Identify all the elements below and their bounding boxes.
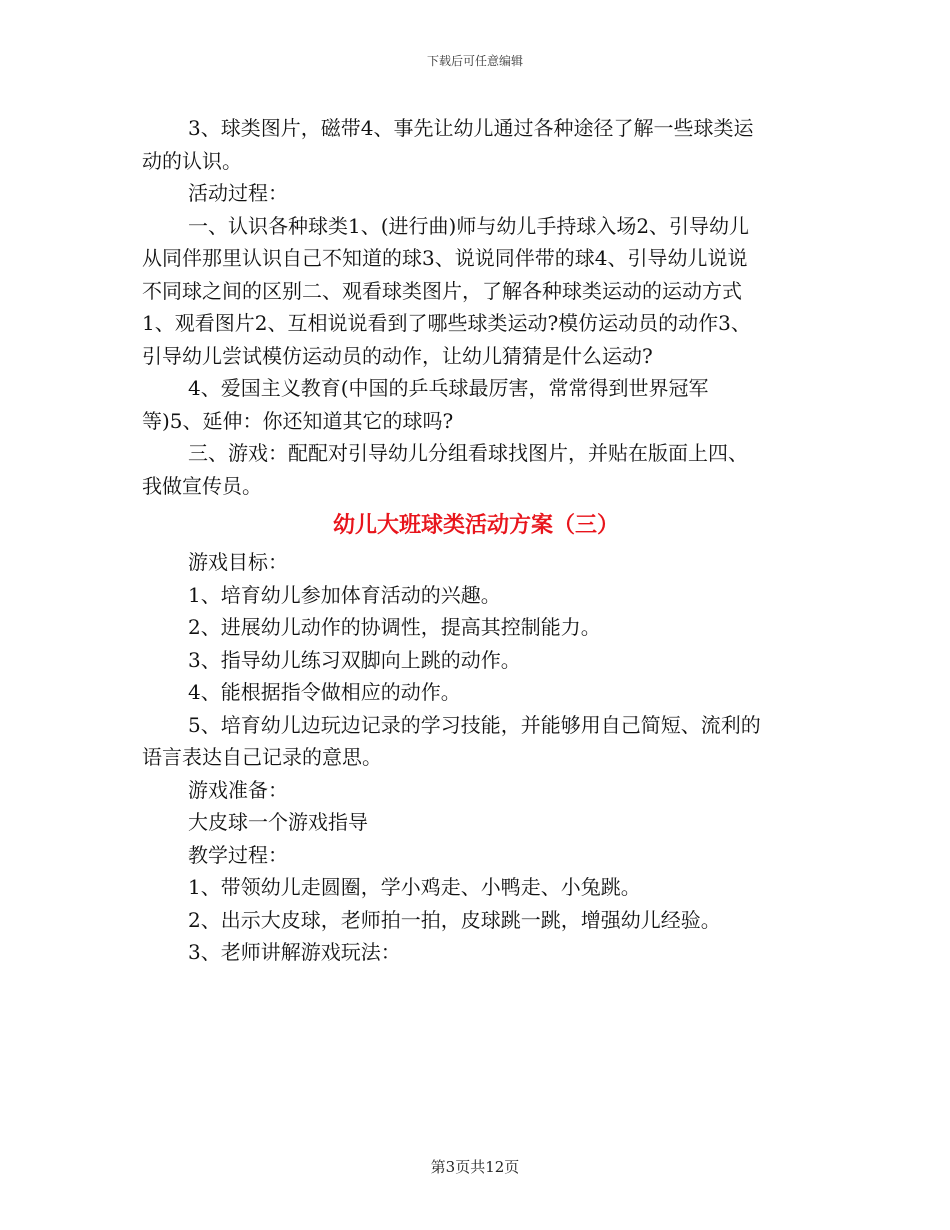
- paragraph-line: 4、爱国主义教育(中国的乒乓球最厉害，常常得到世界冠军: [188, 376, 709, 400]
- page-header: 下载后可任意编辑: [426, 54, 523, 68]
- document-body: [142, 112, 810, 969]
- top-paragraphs: [142, 112, 810, 502]
- paragraph-line: 4、能根据指令做相应的动作。: [188, 680, 461, 704]
- paragraph-line: 游戏目标：: [188, 550, 288, 574]
- paragraph-line: 活动过程：: [188, 181, 288, 205]
- paragraph-line: 教学过程：: [188, 842, 288, 867]
- paragraph-line: 1、带领幼儿走圆圈，学小鸡走、小鸭走、小兔跳。: [188, 875, 641, 899]
- paragraph-line: 2、出示大皮球，老师拍一拍，皮球跳一跳，增强幼儿经验。: [188, 907, 721, 932]
- paragraph-line: 等)5、延伸：你还知道其它的球吗?: [142, 408, 454, 433]
- paragraph-line: 从同伴那里认识自己不知道的球3、说说同伴带的球4、引导幼儿说说: [142, 246, 748, 270]
- paragraph-line: 语言表达自己记录的意思。: [142, 745, 382, 769]
- page-footer: 第3页共12页: [430, 1158, 520, 1176]
- paragraph-line: 3、指导幼儿练习双脚向上跳的动作。: [188, 647, 521, 672]
- section-title: 幼儿大班球类活动方案（三）: [332, 512, 619, 538]
- paragraph-line: 3、球类图片，磁带4、事先让幼儿通过各种途径了解一些球类运: [188, 116, 754, 140]
- paragraph-line: 动的认识。: [142, 148, 242, 173]
- paragraph-line: 不同球之间的区别二、观看球类图片，了解各种球类运动的运动方式: [142, 278, 742, 303]
- paragraph-line: 引导幼儿尝试模仿运动员的动作，让幼儿猜猜是什么运动?: [142, 343, 653, 368]
- paragraph-line: 2、进展幼儿动作的协调性，提高其控制能力。: [188, 615, 601, 639]
- paragraph-line: 三、游戏：配配对引导幼儿分组看球找图片，并贴在版面上四、: [188, 441, 748, 465]
- paragraph-line: 游戏准备：: [188, 777, 288, 802]
- paragraph-line: 5、培育幼儿边玩边记录的学习技能，并能够用自己简短、流利的: [188, 712, 761, 737]
- paragraph-line: 一、认识各种球类1、(进行曲)师与幼儿手持球入场2、引导幼儿: [188, 213, 750, 238]
- paragraph-line: 1、观看图片2、互相说说看到了哪些球类运动?模仿运动员的动作3、: [142, 311, 751, 335]
- bottom-paragraphs: [142, 546, 810, 969]
- paragraph-line: 我做宣传员。: [142, 473, 262, 498]
- paragraph-line: 大皮球一个游戏指导: [188, 810, 368, 834]
- paragraph-line: 3、老师讲解游戏玩法：: [188, 940, 401, 964]
- paragraph-line: 1、培育幼儿参加体育活动的兴趣。: [188, 582, 501, 607]
